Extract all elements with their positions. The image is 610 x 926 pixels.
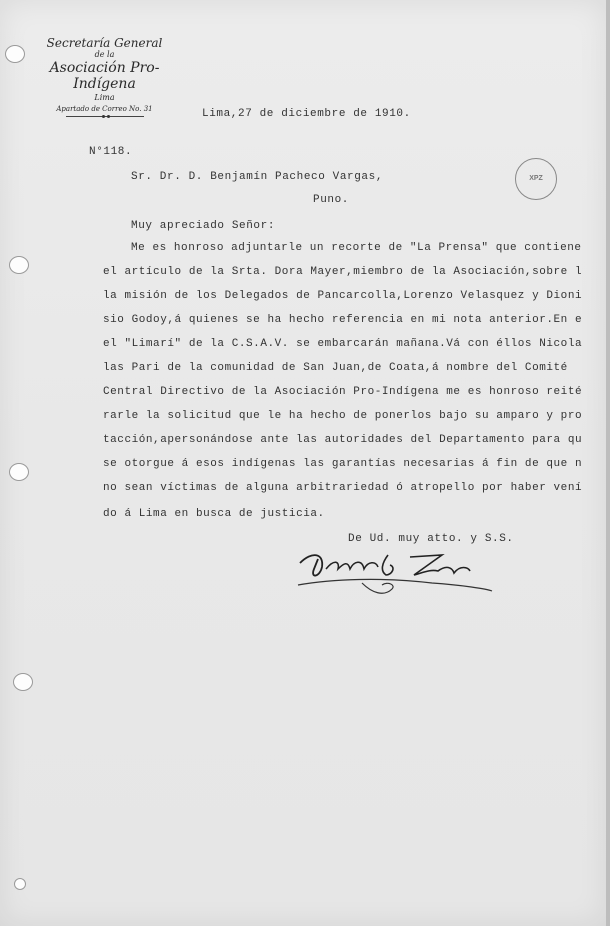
body-line: no sean víctimas de alguna arbitrariedad ó atropello por haber vení (103, 482, 583, 494)
punch-hole (9, 256, 29, 274)
recipient-city: Puno. (313, 194, 350, 206)
body-line: Me es honroso adjuntarle un recorte de "La Prensa" que contiene (131, 242, 582, 254)
recipient-name: Sr. Dr. D. Benjamín Pacheco Vargas, (131, 171, 384, 183)
body-line: rarle la solicitud que le ha hecho de ponerlos bajo su amparo y pro (103, 410, 583, 422)
body-line: el artículo de la Srta. Dora Mayer,miembro de la Asociación,sobre l (103, 266, 583, 278)
letterhead-secretaria: Secretaría General (46, 36, 163, 50)
archive-stamp: XPZ (515, 158, 557, 200)
punch-hole (14, 878, 26, 890)
signature (292, 545, 502, 605)
body-line: el "Limarí" de la C.S.A.V. se embarcarán mañana.Vá con éllos Nicola (103, 338, 583, 350)
punch-hole (13, 673, 33, 691)
letterhead-rule (66, 116, 144, 117)
letterhead-address: Apartado de Correo No. 31 (56, 105, 153, 113)
reference-number: N°118. (89, 146, 133, 158)
rule-dot (107, 115, 110, 118)
closing: De Ud. muy atto. y S.S. (348, 533, 514, 545)
body-line: Central Directivo de la Asociación Pro-Indígena me es honroso reité (103, 386, 583, 398)
salutation: Muy apreciado Señor: (131, 220, 276, 232)
punch-hole (9, 463, 29, 481)
letterhead-city: Lima (94, 93, 115, 102)
letterhead (22, 36, 187, 117)
date-line: Lima,27 de diciembre de 1910. (202, 108, 411, 120)
body-line: se otorgue á esos indígenas las garantías necesarias á fin de que n (103, 458, 583, 470)
page-edge (606, 0, 610, 926)
body-line: la misión de los Delegados de Pancarcolla,Lorenzo Velasquez y Dioni (103, 290, 583, 302)
letterhead-asociacion: Asociación Pro-Indígena (49, 60, 160, 92)
rule-dot (102, 115, 105, 118)
body-line: sio Godoy,á quienes se ha hecho referencia en mi nota anterior.En e (103, 314, 583, 326)
body-line: las Pari de la comunidad de San Juan,de Coata,á nombre del Comité (103, 362, 568, 374)
letterhead-de-la: de la (94, 50, 115, 59)
body-line: tacción,apersonándose ante las autoridades del Departamento para qu (103, 434, 583, 446)
body-line: do á Lima en busca de justicia. (103, 508, 325, 520)
